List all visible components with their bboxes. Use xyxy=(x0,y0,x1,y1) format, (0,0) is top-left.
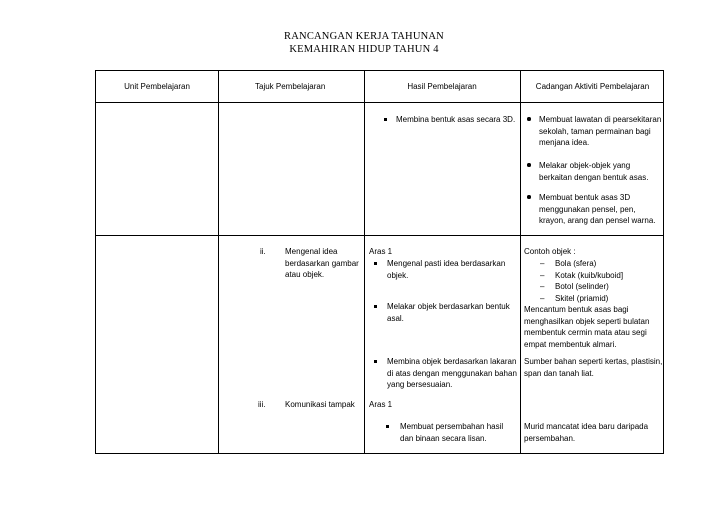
bullet-dot xyxy=(527,195,531,199)
contoh-item: Skitel (priamid) xyxy=(555,294,609,303)
tajuk-number: ii. xyxy=(260,247,266,256)
aras-label: Aras 1 xyxy=(369,400,393,409)
aktiviti-item: Membuat bentuk asas 3D menggunakan pensel, pen, krayon, arang dan pensel warna. xyxy=(539,193,656,225)
bullet-dot xyxy=(527,117,531,121)
dash-bullet: – xyxy=(540,282,545,291)
aktiviti-text: Sumber bahan seperti kertas, plastisin, span dan tanah liat. xyxy=(524,357,663,378)
bullet-square xyxy=(384,118,387,121)
column-divider xyxy=(218,71,219,453)
column-divider xyxy=(364,71,365,453)
bullet-square xyxy=(386,425,389,428)
aktiviti-item: Melakar objek-objek yang berkaitan dengan bentuk asas. xyxy=(539,161,649,182)
column-divider xyxy=(520,71,521,453)
bullet-square xyxy=(374,305,377,308)
bullet-dot xyxy=(527,163,531,167)
contoh-label: Contoh objek : xyxy=(524,247,576,256)
lesson-plan-table xyxy=(95,70,664,454)
row-divider xyxy=(96,235,663,236)
hasil-item: Melakar objek berdasarkan bentuk asal. xyxy=(387,302,510,323)
hasil-item: Membina bentuk asas secara 3D. xyxy=(396,115,516,124)
tajuk-number: iii. xyxy=(258,400,266,409)
dash-bullet: – xyxy=(540,259,545,268)
hasil-item: Mengenal pasti idea berdasarkan objek. xyxy=(387,259,506,280)
hasil-item: Membina objek berdasarkan lakaran di atas dengan menggunakan bahan yang bersesuaian. xyxy=(387,357,517,389)
document-subtitle: KEMAHIRAN HIDUP TAHUN 4 xyxy=(289,44,439,55)
document-title: RANCANGAN KERJA TAHUNAN xyxy=(284,31,444,42)
aras-label: Aras 1 xyxy=(369,247,393,256)
contoh-item: Bola (sfera) xyxy=(555,259,597,268)
header-aktiviti: Cadangan Aktiviti Pembelajaran xyxy=(535,82,650,91)
aktiviti-text: Murid mancatat idea baru daripada persembahan. xyxy=(524,422,649,443)
aktiviti-text: Mencantum bentuk asas bagi menghasilkan objek seperti bulatan membentuk cermin mata atau segi empat membentuk almari. xyxy=(524,305,650,349)
aktiviti-item: Membuat lawatan di pearsekitaran sekolah, taman permainan bagi menjana idea. xyxy=(539,115,662,147)
hasil-item: Membuat persembahan hasil dan binaan secara lisan. xyxy=(400,422,504,443)
contoh-item: Botol (selinder) xyxy=(555,282,609,291)
tajuk-item: Komunikasi tampak xyxy=(285,400,355,409)
bullet-square xyxy=(374,360,377,363)
tajuk-item: Mengenal idea berdasarkan gambar atau objek. xyxy=(285,247,359,279)
header-divider xyxy=(96,102,663,103)
header-unit: Unit Pembelajaran xyxy=(124,82,190,91)
header-tajuk: Tajuk Pembelajaran xyxy=(255,82,326,91)
bullet-square xyxy=(374,262,377,265)
header-hasil: Hasil Pembelajaran xyxy=(407,82,477,91)
contoh-item: Kotak (kuib/kuboid] xyxy=(555,271,624,280)
dash-bullet: – xyxy=(540,271,545,280)
dash-bullet: – xyxy=(540,294,545,303)
